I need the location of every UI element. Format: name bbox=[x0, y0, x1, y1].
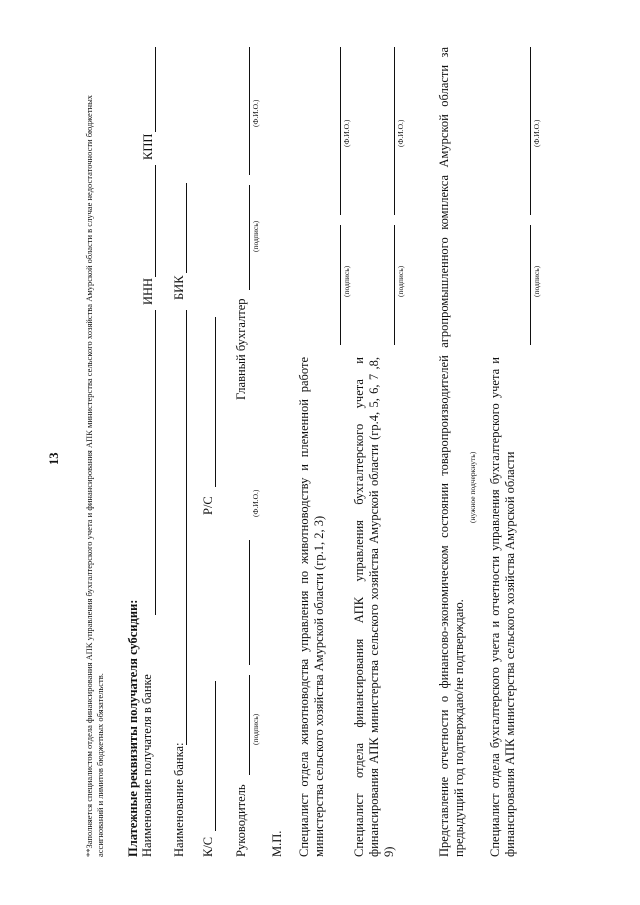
rs-line bbox=[215, 317, 216, 487]
specialist-finance-text: Специалист отдела финансирования АПК управления бухгалтерского учета и финансирования АПК министерства сельского хозяйства Амурской области (гр.4, 5, 6, 7 ,8, 9) bbox=[352, 357, 396, 857]
reporting-text: Представление отчетности о финансово-экономическом состоянии товаропроизводителей агропромышленного комплекса Амурской области за предыдущий год подтверждаю/не подтверждаю. bbox=[437, 47, 466, 857]
specialist-livestock-signature-line bbox=[340, 225, 341, 345]
bik-label: БИК bbox=[172, 275, 186, 300]
stamp-label: М.П. bbox=[270, 830, 284, 857]
specialist-accounting-signature-line bbox=[530, 225, 531, 345]
specialist-livestock-signature-hint: (подпись) bbox=[342, 265, 351, 297]
chief-accountant-fio-line bbox=[249, 47, 250, 175]
chief-accountant-fio-hint: (Ф.И.О.) bbox=[251, 99, 260, 127]
chief-accountant-signature-line bbox=[249, 185, 250, 290]
kpp-label: КПП bbox=[141, 133, 155, 160]
page-number: 13 bbox=[47, 452, 61, 465]
director-label: Руководитель bbox=[234, 784, 248, 857]
director-fio-hint: (Ф.И.О.) bbox=[251, 489, 260, 517]
reporting-hint: (нужное подчеркнуть) bbox=[468, 451, 477, 523]
recipient-name-line bbox=[155, 310, 156, 615]
specialist-finance-fio-line bbox=[394, 47, 395, 215]
specialist-accounting-signature-hint: (подпись) bbox=[532, 265, 541, 297]
bank-name-label: Наименование банка: bbox=[172, 742, 186, 857]
specialist-finance-signature-hint: (подпись) bbox=[396, 265, 405, 297]
specialist-finance-signature-line bbox=[394, 225, 395, 345]
bik-line bbox=[186, 183, 187, 273]
footnote: **Заполняется специалистом отдела финансирования АПК управления бухгалтерского учета и финансирования АПК министерства сельского хозяйства Амурской области в случае недостаточности бюджетных ассигнований и лимитов бюджетных обязательств. bbox=[84, 94, 105, 857]
inn-line bbox=[155, 165, 156, 277]
specialist-livestock-fio-line bbox=[340, 47, 341, 215]
ks-label: К/С bbox=[201, 836, 215, 857]
chief-accountant-label: Главный бухгалтер bbox=[234, 298, 248, 400]
ks-line bbox=[215, 681, 216, 831]
director-signature-hint: (подпись) bbox=[251, 713, 260, 745]
kpp-line bbox=[155, 47, 156, 132]
chief-accountant-signature-hint: (подпись) bbox=[251, 220, 260, 252]
specialist-accounting-fio-line bbox=[530, 47, 531, 215]
specialist-livestock-fio-hint: (Ф.И.О.) bbox=[342, 119, 351, 147]
specialist-livestock-text: Специалист отдела животноводства управления по животноводству и племенной работе министерства сельского хозяйства Амурской области (гр.1, 2, 3) bbox=[297, 357, 326, 857]
recipient-name-label: Наименование получателя в банке bbox=[140, 674, 154, 857]
rs-label: Р/С bbox=[201, 496, 215, 515]
specialist-accounting-text: Специалист отдела бухгалтерского учета и отчетности управления бухгалтерского учета и финансирования АПК министерства сельского хозяйства Амурской области bbox=[488, 357, 517, 857]
bank-name-line bbox=[186, 310, 187, 745]
inn-label: ИНН bbox=[141, 277, 155, 305]
specialist-accounting-fio-hint: (Ф.И.О.) bbox=[532, 119, 541, 147]
payment-heading: Платежные реквизиты получателя субсидии: bbox=[126, 599, 140, 857]
director-signature-line bbox=[249, 675, 250, 775]
specialist-finance-fio-hint: (Ф.И.О.) bbox=[396, 119, 405, 147]
director-fio-line bbox=[249, 540, 250, 665]
